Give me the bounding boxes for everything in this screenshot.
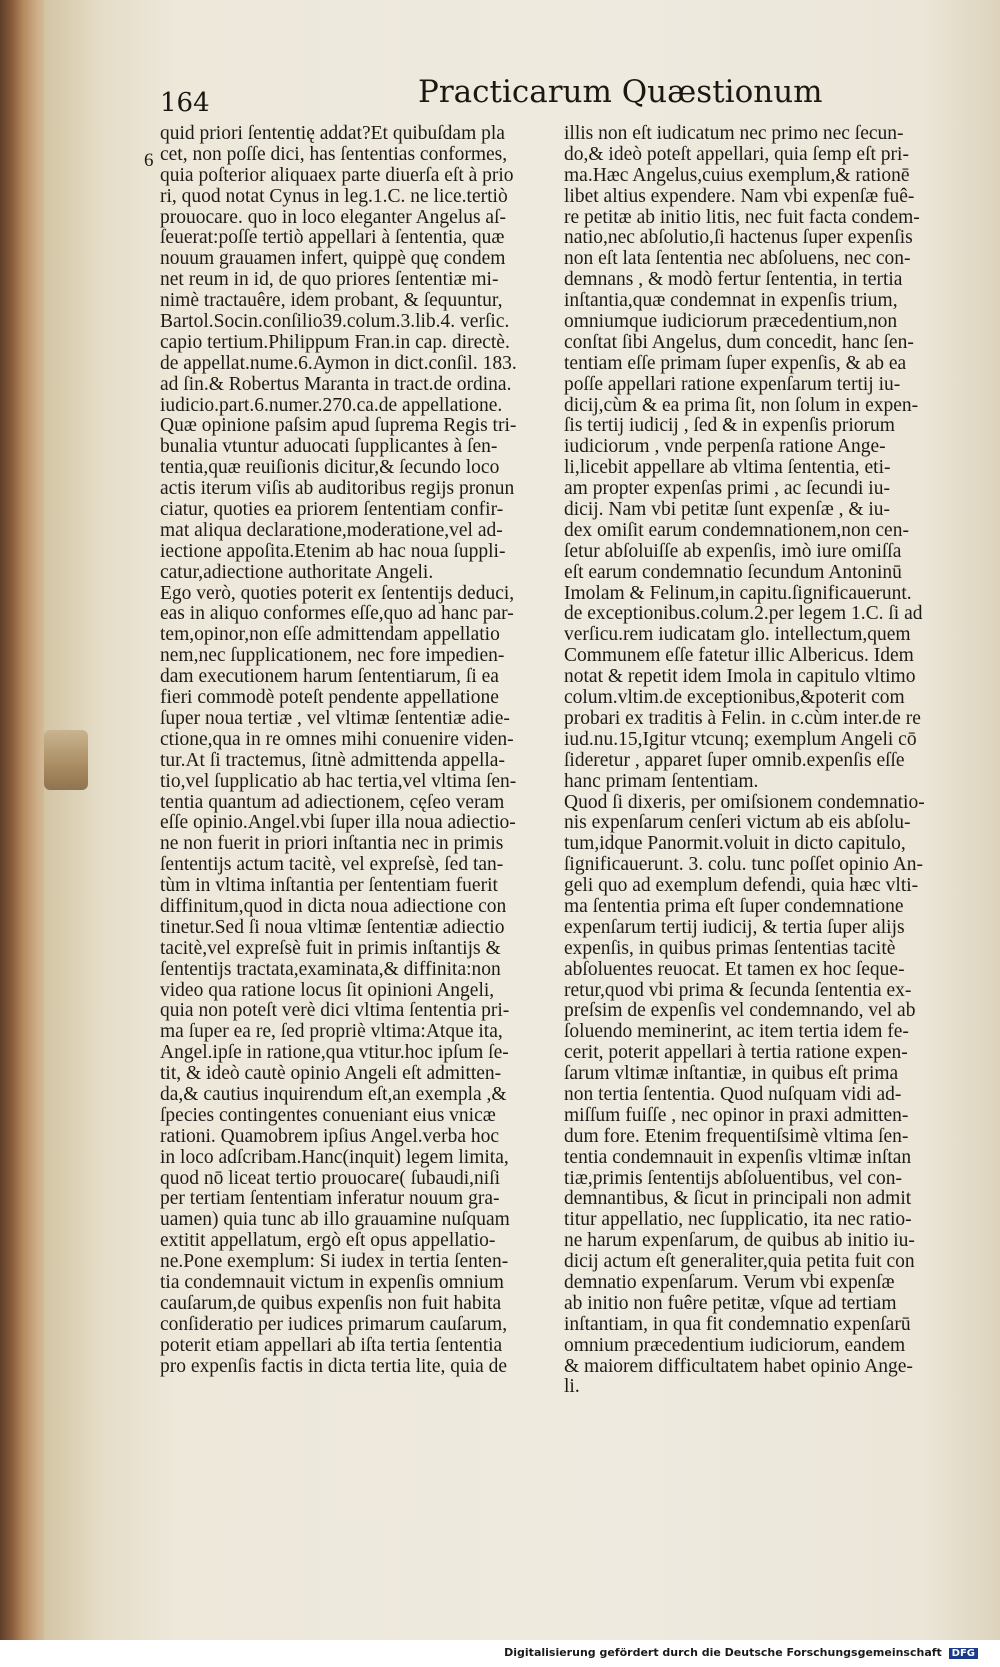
text-line: ab initio non fuêre petitæ, vſque ad tertiam xyxy=(564,1293,897,1314)
text-line: inſtantia,quæ condemnat in expenſis trium, xyxy=(564,291,898,312)
text-line: colum.vltim.de exceptionibus,&poterit com xyxy=(564,688,905,709)
text-line: expenſarum tertij iudicij, & tertia ſuper alijs xyxy=(564,917,905,938)
text-line: tentia condemnauit in expenſis vltimæ inſtan xyxy=(564,1147,912,1168)
text-line: ſoluendo meminerint, ac item tertia idem fe- xyxy=(564,1022,909,1043)
text-line: tit, & ideò cautè opinio Angeli eſt admitten- xyxy=(160,1064,502,1085)
text-line: ne non fuerit in priori inſtantia nec in primis xyxy=(160,834,504,855)
text-line: per tertiam ſententiam inferatur nouum gra- xyxy=(160,1189,500,1210)
text-line: iudiciorum , vnde perpenſa ratione Ange- xyxy=(564,437,886,458)
text-line: cerit, poterit appellari à tertia ratione expen- xyxy=(564,1043,908,1064)
text-line: eſt earum condemnatio ſecundum Antoninū xyxy=(564,562,902,583)
text-line: abſoluentes reuocat. Et tamen ex hoc ſeque- xyxy=(564,959,905,980)
text-line: nouum grauamen infert, quippè quę condem xyxy=(160,249,506,270)
text-line: miſſum fuiſſe , nec opinor in praxi admitten- xyxy=(564,1105,909,1126)
text-line: fieri commodè poteſt pendente appellatione xyxy=(160,688,499,709)
text-line: demnatio expenſarum. Verum vbi expenſæ xyxy=(564,1272,895,1293)
margin-note: 6 xyxy=(144,150,154,171)
text-line: quod nō liceat tertio prouocare( ſubaudi,niſi xyxy=(160,1168,501,1189)
text-line: ſententijs tractata,examinata,& diffinita:non xyxy=(160,959,501,980)
text-line: nis expenſarum cenſeri victum ab eis abſolu- xyxy=(564,813,911,834)
text-line: de appellat.nume.6.Aymon in dict.conſil. 183. xyxy=(160,353,517,374)
text-line: poſſe appellari ratione expenſarum tertij iu- xyxy=(564,374,901,395)
text-line: de exceptionibus.colum.2.per legem 1.C. ſi ad xyxy=(564,604,923,625)
text-line: conſtat ſibi Angelus, dum concedit, hanc ſen- xyxy=(564,332,914,353)
text-line: dex omiſit earum condemnationem,non cen- xyxy=(564,520,909,541)
text-line: ne harum expenſarum, de quibus ab initio iu- xyxy=(564,1231,915,1252)
text-line: re petitæ ab initio litis, nec fuit facta condem- xyxy=(564,207,920,228)
text-line: tio,vel ſupplicatio ab hac tertia,vel vltima ſen- xyxy=(160,771,517,792)
text-line: tentia quantum ad adiectionem, cęſeo veram xyxy=(160,792,505,813)
text-line: ſignificauerunt. 3. colu. tunc poſſet opinio An- xyxy=(564,855,924,876)
text-line: libet altius expendere. Nam vbi expenſæ fuê- xyxy=(564,186,915,207)
text-line: ſis tertij iudicij , ſed & in expenſis priorum xyxy=(564,416,895,437)
text-line: non tertia ſententia. Quod nuſquam vidi ad- xyxy=(564,1084,902,1105)
page-number: 164 xyxy=(160,88,210,118)
text-line: natio,nec abſolutio,ſi hactenus ſuper expenſis xyxy=(564,228,913,249)
text-line: ma ſententia prima eſt ſuper condemnatione xyxy=(564,896,904,917)
text-line: ri, quod notat Cynus in leg.1.C. ne lice.tertiò xyxy=(160,186,508,207)
text-line: ſententijs actum tacitè, vel expreſsè, ſed tan- xyxy=(160,855,504,876)
text-line: da,& cautius inquirendum eſt,an exempla ,& xyxy=(160,1084,507,1105)
text-line: uamen) quia tunc ab illo grauamine nuſquam xyxy=(160,1210,510,1231)
text-line: actis iterum viſis ab auditoribus regijs pronun xyxy=(160,479,515,500)
text-line: tem,opinor,non eſſe admittendam appellatio xyxy=(160,625,500,646)
text-line: tacitè,vel expreſsè fuit in primis inſtantijs & xyxy=(160,938,501,959)
left-text-column xyxy=(160,124,540,1377)
text-line: illis non eſt iudicatum nec primo nec ſecun- xyxy=(564,124,904,144)
text-line: ſuper noua tertiæ , vel vltimæ ſententiæ adie- xyxy=(160,708,510,729)
text-line: omnium præcedentium iudiciorum, eandem xyxy=(564,1335,906,1356)
text-line: probari ex traditis à Felin. in c.cùm inter.de re xyxy=(564,708,921,729)
text-line: geli quo ad exemplum defendi, quia hæc vlti- xyxy=(564,876,919,897)
text-line: dicij,cùm & ea prima ſit, non ſolum in expen- xyxy=(564,395,919,416)
text-line: eſſe opinio.Angel.vbi ſuper illa noua adiectio- xyxy=(160,813,516,834)
text-line: Quæ opinione paſsim apud ſuprema Regis tri- xyxy=(160,416,517,437)
text-line: nem,nec ſupplicationem, nec fore impedien- xyxy=(160,646,505,667)
text-line: rationi. Quamobrem ipſius Angel.verba hoc xyxy=(160,1126,500,1147)
text-line: tia condemnauit victum in expenſis omnium xyxy=(160,1272,504,1293)
text-line: tum,idque Panormit.voluit in dicto capitulo, xyxy=(564,834,906,855)
credit-text: Digitalisierung gefördert durch die Deutsche Forschungsgemeinschaft xyxy=(504,1646,942,1659)
text-line: conſideratio per iudices primarum cauſarum, xyxy=(160,1314,508,1335)
text-line: ma.Hæc Angelus,cuius exemplum,& rationē xyxy=(564,165,910,186)
text-line: non eſt lata ſententia nec abſoluens, nec con- xyxy=(564,249,911,270)
text-line: Imolam & Felinum,in capitu.ſignificauerunt. xyxy=(564,583,912,604)
text-line: ctione,qua in re omnes mihi conuenire viden- xyxy=(160,729,514,750)
text-line: iectione appoſita.Etenim ab hac noua ſuppli- xyxy=(160,541,506,562)
text-line: demnantibus, & ſicut in principali non admit xyxy=(564,1189,912,1210)
text-line: ad ſin.& Robertus Maranta in tract.de ordina. xyxy=(160,374,512,395)
text-line: tur.At ſi tractemus, ſitnè admittenda appella- xyxy=(160,750,505,771)
text-line: mat aliqua declaratione,moderatione,vel ad- xyxy=(160,520,503,541)
text-line: poterit etiam appellari ab iſta tertia ſententia xyxy=(160,1335,503,1356)
text-line: Quod ſi dixeris, per omiſsionem condemnatio- xyxy=(564,792,925,813)
text-line: inſtantiam, in qua fit condemnatio expenſarū xyxy=(564,1314,911,1335)
text-line: retur,quod vbi prima & ſecunda ſententia ex- xyxy=(564,980,912,1001)
text-line: ſideretur , apparet ſuper omnib.expenſis eſſe xyxy=(564,750,905,771)
text-line: titur appellatio, nec ſupplicatio, ita nec ratio- xyxy=(564,1210,912,1231)
text-line: ma ſuper ea re, ſed propriè vltima:Atque ita, xyxy=(160,1022,503,1043)
text-line: ſeuerat:poſſe tertiò appellari à ſententia, quæ xyxy=(160,228,505,249)
text-line: diffinitum,quod in dicta noua adiectione con xyxy=(160,896,507,917)
running-head: Practicarum Quæstionum xyxy=(418,74,823,110)
text-line: quid priori ſententię addat?Et quibuſdam pla xyxy=(160,124,505,144)
text-line: omniumque iudiciorum præcedentium,non xyxy=(564,312,898,333)
text-line: pro expenſis factis in dicta tertia lite, quia de xyxy=(160,1356,508,1377)
text-line: ciatur, quoties ea priorem ſententiam confir- xyxy=(160,500,504,521)
text-line: Angel.ipſe in ratione,qua vtitur.hoc ipſum ſe- xyxy=(160,1043,509,1064)
text-line: ſpecies contingentes conueniant eius vnicæ xyxy=(160,1105,496,1126)
text-line: tiæ,primis ſententijs abſoluentibus, vel con- xyxy=(564,1168,902,1189)
text-line: & maiorem difficultatem habet opinio Ange- xyxy=(564,1356,913,1377)
text-line: bunalia vtuntur aduocati ſupplicantes à ſen- xyxy=(160,437,498,458)
text-line: cet, non poſſe dici, has ſententias conformes, xyxy=(160,144,508,165)
text-line: expenſis, in quibus primas ſententias tacitè xyxy=(564,938,896,959)
text-line: dicij. Nam vbi petitæ ſunt expenſæ , & iu- xyxy=(564,500,891,521)
text-line: tùm in vltima inſtantia per ſententiam fuerit xyxy=(160,876,498,897)
text-line: Ego verò, quoties poterit ex ſententijs deduci, xyxy=(160,583,515,604)
text-line: tentiam eſſe primam ſuper expenſis, & ab ea xyxy=(564,353,907,374)
text-line: do,& ideò poteſt appellari, quia ſemp eſt pri- xyxy=(564,144,909,165)
text-line: dicij actum eſt generaliter,quia petita fuit con xyxy=(564,1252,915,1273)
text-line: Bartol.Socin.conſilio39.colum.3.lib.4. verſic. xyxy=(160,312,510,333)
text-line: li. xyxy=(564,1377,580,1398)
text-line: am propter expenſas primi , ac ſecundi iu- xyxy=(564,479,890,500)
text-line: quia non poteſt verè dici vltima ſententia pri- xyxy=(160,1001,510,1022)
text-line: net reum in id, de quo priores ſententiæ mi- xyxy=(160,270,499,291)
digitization-credit xyxy=(504,1646,978,1659)
text-line: ſarum vltimæ inſtantiæ, in quibus eſt prima xyxy=(564,1064,899,1085)
text-line: ſetur abſoluiſſe ab expenſis, imò iure omiſſa xyxy=(564,541,902,562)
text-line: catur,adiectione authoritate Angeli. xyxy=(160,562,434,583)
text-line: tinetur.Sed ſi noua vltimæ ſententiæ adiectio xyxy=(160,917,505,938)
text-line: preſsim de expenſis vel condemnando, vel ab xyxy=(564,1001,916,1022)
text-line: verſicu.rem iudicatam glo. intellectum,quem xyxy=(564,625,911,646)
text-line: dam executionem harum ſententiarum, ſi ea xyxy=(160,667,499,688)
text-line: capio tertium.Philippum Fran.in cap. directè. xyxy=(160,332,510,353)
text-line: dum fore. Etenim frequentiſsimè vltima ſen- xyxy=(564,1126,909,1147)
text-line: notat & repetit idem Imola in capitulo vltimo xyxy=(564,667,916,688)
right-text-column xyxy=(564,124,944,1398)
text-line: eas in aliquo conformes eſſe,quo ad hanc par- xyxy=(160,604,514,625)
text-line: tentia,quæ reuiſionis dicitur,& ſecundo loco xyxy=(160,458,500,479)
text-line: quia poſterior aliquaex parte diuerſa eſt à prio xyxy=(160,165,514,186)
dfg-logo: DFG xyxy=(949,1648,978,1659)
text-line: demnans , & modò fertur ſententia, in tertia xyxy=(564,270,903,291)
text-line: nimè tractauêre, idem probant, & ſequuntur, xyxy=(160,291,503,312)
text-line: iud.nu.15,Igitur vtcunq; exemplum Angeli cō xyxy=(564,729,917,750)
text-line: Communem eſſe fatetur illic Albericus. Idem xyxy=(564,646,914,667)
text-line: cauſarum,de quibus expenſis non fuit habita xyxy=(160,1293,502,1314)
text-line: iudicio.part.6.numer.270.ca.de appellatione. xyxy=(160,395,503,416)
text-line: extitit appellatum, ergò eſt opus appellatio- xyxy=(160,1231,496,1252)
text-line: li,licebit appellare ab vltima ſententia, eti- xyxy=(564,458,891,479)
text-line: ne.Pone exemplum: Si iudex in tertia ſenten- xyxy=(160,1252,509,1273)
binding-strap xyxy=(44,730,88,790)
text-line: hanc primam ſententiam. xyxy=(564,771,759,792)
text-line: prouocare. quo in loco eleganter Angelus aſ- xyxy=(160,207,507,228)
text-line: video qua ratione locus ſit opinioni Angeli, xyxy=(160,980,495,1001)
text-line: in loco adſcribam.Hanc(inquit) legem limita, xyxy=(160,1147,509,1168)
